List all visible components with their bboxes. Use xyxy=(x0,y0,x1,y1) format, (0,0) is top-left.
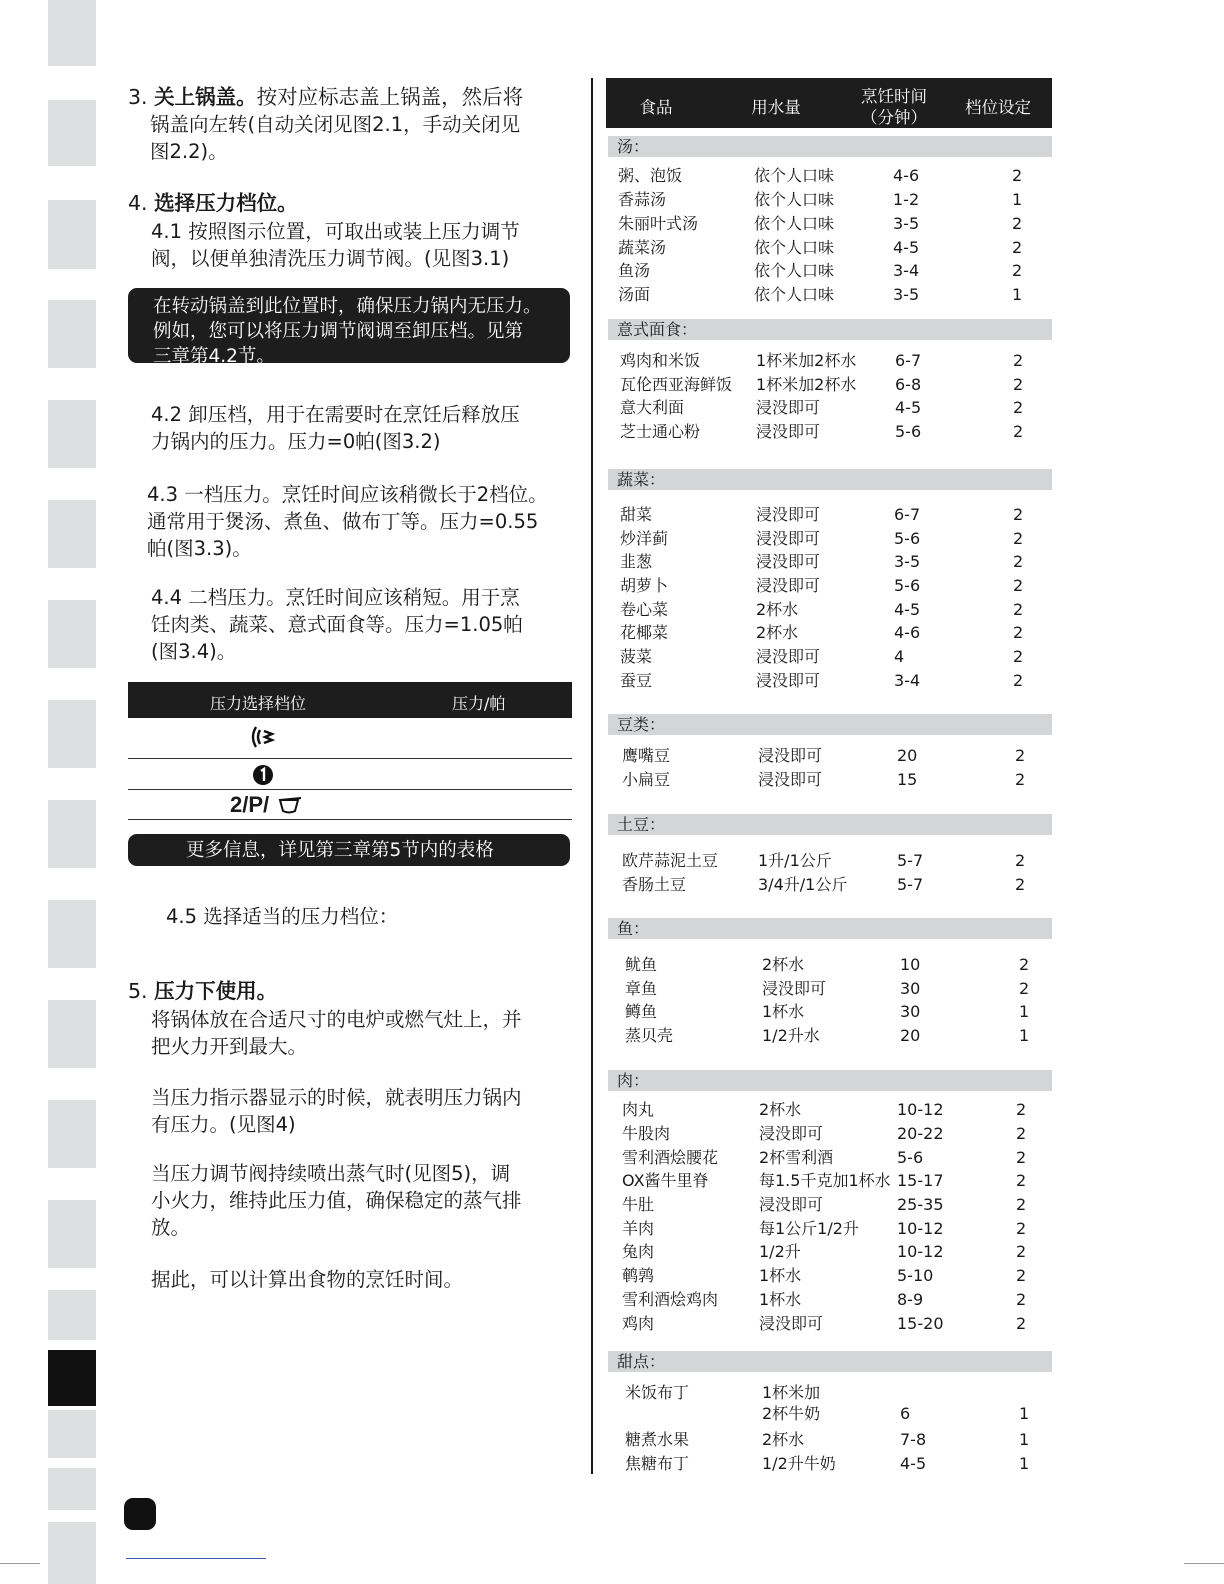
step-text: 锅盖向左转(自动关闭见图2.1，手动关闭见 xyxy=(150,113,521,136)
step-number: 4. xyxy=(128,191,148,215)
table-row xyxy=(0,1195,1224,1217)
cell-food: 欧芹蒜泥土豆 xyxy=(622,851,719,870)
cell-water: 2杯水 xyxy=(759,1100,802,1119)
cell-setting: 2 xyxy=(1013,351,1024,370)
cell-water: 浸没即可 xyxy=(759,1314,824,1333)
cell-time: 7-8 xyxy=(900,1430,927,1449)
cell-time: 15-17 xyxy=(897,1171,944,1190)
cooking-table-header xyxy=(606,78,1052,128)
cell-water: 依个人口味 xyxy=(754,285,835,304)
cell-food: 香肠土豆 xyxy=(622,875,687,894)
table-row xyxy=(0,979,1224,1001)
cell-food: OX酱牛里脊 xyxy=(622,1171,709,1190)
cell-time: 3-4 xyxy=(894,671,921,690)
cell-time: 4 xyxy=(894,647,905,666)
cell-setting: 2 xyxy=(1016,1290,1027,1309)
cell-food: 炒洋蓟 xyxy=(620,529,669,548)
cell-food: 菠菜 xyxy=(620,647,653,666)
table-row xyxy=(0,238,1224,260)
cell-food: 鸡肉 xyxy=(622,1314,655,1333)
cell-food: 小扁豆 xyxy=(622,770,671,789)
table-row xyxy=(0,1026,1224,1048)
cell-food: 鹰嘴豆 xyxy=(622,746,671,765)
cell-setting: 2 xyxy=(1019,955,1030,974)
side-tab xyxy=(48,100,96,166)
cell-time: 6-7 xyxy=(895,351,922,370)
cell-food: 芝士通心粉 xyxy=(620,422,701,441)
cell-time: 8-9 xyxy=(897,1290,924,1309)
cell-time: 10-12 xyxy=(897,1219,944,1238)
cell-time: 10 xyxy=(900,955,921,974)
table-row xyxy=(0,398,1224,420)
warning-line: 在转动锅盖到此位置时，确保压力锅内无压力。 xyxy=(153,296,542,317)
cell-water: 依个人口味 xyxy=(754,214,835,233)
section-potato: 土豆： xyxy=(608,814,1052,835)
cell-setting: 2 xyxy=(1013,422,1024,441)
step-title: 压力下使用 xyxy=(154,979,257,1003)
cell-time: 15-20 xyxy=(897,1314,944,1333)
cell-setting: 2 xyxy=(1013,398,1024,417)
cell-setting: 2 xyxy=(1012,261,1023,280)
table-row xyxy=(0,375,1224,397)
section-meat: 肉： xyxy=(608,1070,1052,1091)
cell-food: 羊肉 xyxy=(622,1219,655,1238)
cell-setting: 2 xyxy=(1015,875,1026,894)
table-row xyxy=(0,1383,1224,1405)
cell-water: 1/2升 xyxy=(759,1242,801,1261)
text-line: 4.3 一档压力。烹饪时间应该稍微长于2档位。 xyxy=(147,483,548,506)
cell-setting: 2 xyxy=(1019,979,1030,998)
text-line: 有压力。(见图4) xyxy=(151,1113,296,1136)
cell-water: 每1公斤1/2升 xyxy=(759,1219,859,1238)
cell-food: 焦糖布丁 xyxy=(625,1454,690,1473)
footer-rule xyxy=(126,1558,266,1559)
table-row xyxy=(0,214,1224,236)
cell-water: 1杯米加2杯水 xyxy=(756,375,857,394)
section-beans: 豆类： xyxy=(608,714,1052,735)
cell-water: 浸没即可 xyxy=(756,398,821,417)
text-line: 4.1 按照图示位置，可取出或装上压力调节 xyxy=(151,220,520,243)
cell-setting: 1 xyxy=(1019,1404,1030,1423)
cell-food: 米饭布丁 xyxy=(625,1383,690,1402)
section-dessert: 甜点： xyxy=(608,1351,1052,1372)
cell-water: 浸没即可 xyxy=(756,552,821,571)
col-setting: 档位设定 xyxy=(965,98,1031,117)
cell-water: 浸没即可 xyxy=(756,422,821,441)
col-pressure-value: 压力/帕 xyxy=(452,694,506,713)
level-two-label: 2/P/ xyxy=(230,792,270,817)
col-time: 烹饪时间 xyxy=(861,87,927,106)
table-row xyxy=(0,875,1224,897)
table-row xyxy=(0,261,1224,283)
step-title-sep: 。 xyxy=(256,979,278,1003)
cell-food: 雪利酒烩鸡肉 xyxy=(622,1290,719,1309)
cell-time: 4-5 xyxy=(895,398,922,417)
table-row xyxy=(0,671,1224,693)
cell-time: 20-22 xyxy=(897,1124,944,1143)
cell-time: 5-7 xyxy=(897,875,924,894)
step-title-sep: 。 xyxy=(236,85,257,109)
table-row xyxy=(0,1148,1224,1170)
table-row xyxy=(0,1314,1224,1336)
warning-line: 三章第4.2节。 xyxy=(153,346,275,367)
crop-mark xyxy=(1184,1563,1224,1564)
cell-time: 10-12 xyxy=(897,1242,944,1261)
cell-time: 6 xyxy=(900,1404,911,1423)
cell-setting: 2 xyxy=(1016,1266,1027,1285)
cell-setting: 2 xyxy=(1016,1100,1027,1119)
cell-setting: 1 xyxy=(1012,285,1023,304)
cell-water: 2杯水 xyxy=(762,1430,805,1449)
text-line: (图3.4)。 xyxy=(151,640,237,663)
cell-setting: 2 xyxy=(1015,770,1026,789)
table-row xyxy=(0,1454,1224,1476)
step-title: 选择压力档位 xyxy=(154,191,278,215)
text-line: 饪肉类、蔬菜、意式面食等。压力=1.05帕 xyxy=(151,613,523,636)
table-row xyxy=(0,285,1224,307)
cell-food: 朱丽叶式汤 xyxy=(618,214,699,233)
cell-time: 3-5 xyxy=(893,285,920,304)
cell-time: 1-2 xyxy=(893,190,920,209)
cell-food: 粥、泡饭 xyxy=(618,166,683,185)
cell-setting: 2 xyxy=(1013,375,1024,394)
cell-food: 甜菜 xyxy=(620,505,653,524)
cell-water: 1杯米加2杯水 xyxy=(756,351,857,370)
cell-food: 蚕豆 xyxy=(620,671,653,690)
cell-setting: 1 xyxy=(1019,1430,1030,1449)
table-row xyxy=(0,647,1224,669)
cell-time: 4-6 xyxy=(894,623,921,642)
cell-setting: 2 xyxy=(1013,600,1024,619)
text-line: 当压力指示器显示的时候，就表明压力锅内 xyxy=(151,1086,522,1109)
cell-time: 5-6 xyxy=(895,422,922,441)
text-line: 把火力开到最大。 xyxy=(151,1035,308,1058)
table-row xyxy=(0,770,1224,792)
table-row xyxy=(0,1242,1224,1264)
cell-food: 鸡肉和米饭 xyxy=(620,351,701,370)
cell-food: 章鱼 xyxy=(625,979,658,998)
cell-food: 胡萝卜 xyxy=(620,576,669,595)
cell-time: 30 xyxy=(900,1002,921,1021)
table-row xyxy=(0,529,1224,551)
cell-setting: 2 xyxy=(1016,1148,1027,1167)
text-line: 4.4 二档压力。烹饪时间应该稍短。用于烹 xyxy=(151,586,520,609)
section-pasta: 意式面食： xyxy=(608,319,1052,340)
cell-water: 1杯水 xyxy=(762,1002,805,1021)
table-row xyxy=(0,422,1224,444)
table-row xyxy=(0,955,1224,977)
text-line: 将锅体放在合适尺寸的电炉或燃气灶上，并 xyxy=(151,1008,522,1031)
step-number: 3. xyxy=(128,85,148,109)
cell-setting: 2 xyxy=(1015,851,1026,870)
text-line: 通常用于煲汤、煮鱼、做布丁等。压力=0.55 xyxy=(147,510,539,533)
table-row xyxy=(0,166,1224,188)
cell-water: 2杯水 xyxy=(756,623,799,642)
cell-food: 汤面 xyxy=(618,285,651,304)
cell-setting: 2 xyxy=(1012,166,1023,185)
cell-water: 2杯雪利酒 xyxy=(759,1148,834,1167)
table-row xyxy=(0,623,1224,645)
cell-time: 5-6 xyxy=(894,576,921,595)
cell-setting: 2 xyxy=(1013,552,1024,571)
paragraph-4-5: 4.5 选择适当的压力档位： xyxy=(166,905,399,928)
cell-time: 20 xyxy=(897,746,918,765)
step-text: 图2.2)。 xyxy=(150,140,228,163)
cell-food: 韭葱 xyxy=(620,552,653,571)
cell-time: 6-7 xyxy=(894,505,921,524)
cell-water: 浸没即可 xyxy=(756,576,821,595)
cell-water: 1杯米加 xyxy=(762,1383,821,1402)
text-line: 力锅内的压力。压力=0帕(图3.2) xyxy=(151,430,441,453)
side-tab xyxy=(48,0,96,66)
step-text: 按对应标志盖上锅盖，然后将 xyxy=(256,85,524,109)
cell-water: 浸没即可 xyxy=(756,647,821,666)
table-row xyxy=(0,746,1224,768)
section-veg: 蔬菜： xyxy=(608,469,1052,490)
cell-setting: 2 xyxy=(1013,671,1024,690)
cell-food: 香蒜汤 xyxy=(618,190,667,209)
cell-food: 卷心菜 xyxy=(620,600,669,619)
table-row xyxy=(0,1266,1224,1288)
cell-time: 3-4 xyxy=(893,261,920,280)
cell-time: 25-35 xyxy=(897,1195,944,1214)
cell-setting: 2 xyxy=(1013,623,1024,642)
cell-food: 鹌鹑 xyxy=(622,1266,655,1285)
cell-setting: 2 xyxy=(1013,505,1024,524)
cell-food: 兔肉 xyxy=(622,1242,655,1261)
cell-food: 鱼汤 xyxy=(618,261,651,280)
section-fish: 鱼： xyxy=(608,918,1052,939)
cell-food: 糖煮水果 xyxy=(625,1430,690,1449)
cell-food: 雪利酒烩腰花 xyxy=(622,1148,719,1167)
table-row xyxy=(0,1219,1224,1241)
cell-water: 浸没即可 xyxy=(756,505,821,524)
cell-water: 3/4升/1公斤 xyxy=(758,875,848,894)
cell-water: 1杯水 xyxy=(759,1266,802,1285)
cell-setting: 2 xyxy=(1016,1171,1027,1190)
cell-time: 5-10 xyxy=(897,1266,934,1285)
cell-water: 浸没即可 xyxy=(756,671,821,690)
text-line: 小火力，维持此压力值，确保稳定的蒸气排 xyxy=(151,1189,522,1212)
cell-setting: 1 xyxy=(1019,1002,1030,1021)
cell-time: 3-5 xyxy=(894,552,921,571)
table-row xyxy=(0,505,1224,527)
text-line: 4.2 卸压档，用于在需要时在烹饪后释放压 xyxy=(151,403,520,426)
col-pressure-setting: 压力选择档位 xyxy=(210,694,307,713)
table-row xyxy=(0,1430,1224,1452)
pot-icon xyxy=(278,795,302,815)
cell-time: 5-6 xyxy=(894,529,921,548)
cell-time: 3-5 xyxy=(893,214,920,233)
cell-time: 15 xyxy=(897,770,918,789)
cell-setting: 2 xyxy=(1016,1219,1027,1238)
table-row xyxy=(0,552,1224,574)
cell-setting: 2 xyxy=(1013,576,1024,595)
cell-water: 2杯牛奶 xyxy=(762,1404,821,1423)
table-row xyxy=(0,1290,1224,1312)
cell-time: 4-5 xyxy=(894,600,921,619)
cell-time: 20 xyxy=(900,1026,921,1045)
cell-water: 2杯水 xyxy=(756,600,799,619)
cell-water: 浸没即可 xyxy=(758,746,823,765)
cell-time: 4-6 xyxy=(893,166,920,185)
text-line: 当压力调节阀持续喷出蒸气时(见图5)，调 xyxy=(151,1162,511,1185)
table-row xyxy=(0,1124,1224,1146)
cell-water: 1/2升牛奶 xyxy=(762,1454,836,1473)
table-row xyxy=(0,1404,1224,1426)
cell-setting: 2 xyxy=(1016,1195,1027,1214)
cell-food: 鱿鱼 xyxy=(625,955,658,974)
more-info-box: 更多信息，详见第三章第5节内的表格 xyxy=(128,834,570,866)
col-time-unit: （分钟） xyxy=(861,108,927,127)
cell-setting: 2 xyxy=(1015,746,1026,765)
cell-water: 浸没即可 xyxy=(759,1195,824,1214)
cell-time: 5-7 xyxy=(897,851,924,870)
cell-food: 意大利面 xyxy=(620,398,685,417)
cell-water: 1升/1公斤 xyxy=(758,851,832,870)
cell-time: 10-12 xyxy=(897,1100,944,1119)
page-number-badge xyxy=(124,1498,156,1530)
cell-food: 牛股肉 xyxy=(622,1124,671,1143)
step-title: 关上锅盖 xyxy=(154,85,237,109)
cell-food: 花椰菜 xyxy=(620,623,669,642)
cell-water: 依个人口味 xyxy=(754,190,835,209)
text-line: 阀，以便单独清洗压力调节阀。(见图3.1) xyxy=(151,247,510,270)
cell-food: 鳟鱼 xyxy=(625,1002,658,1021)
cell-setting: 2 xyxy=(1012,214,1023,233)
cell-setting: 2 xyxy=(1013,529,1024,548)
cell-food: 肉丸 xyxy=(622,1100,655,1119)
text-line: 帕(图3.3)。 xyxy=(147,537,252,560)
col-food: 食品 xyxy=(639,98,673,117)
cell-water: 依个人口味 xyxy=(754,261,835,280)
cell-water: 浸没即可 xyxy=(762,979,827,998)
cell-water: 依个人口味 xyxy=(754,238,835,257)
crop-mark xyxy=(0,1563,40,1564)
table-row xyxy=(0,190,1224,212)
cell-water: 每1.5千克加1杯水 xyxy=(759,1171,891,1190)
table-row xyxy=(0,576,1224,598)
cell-time: 6-8 xyxy=(895,375,922,394)
cell-water: 2杯水 xyxy=(762,955,805,974)
cell-water: 1/2升水 xyxy=(762,1026,820,1045)
step-number: 5. xyxy=(128,979,148,1003)
cell-setting: 2 xyxy=(1013,647,1024,666)
pressure-row-level-2 xyxy=(128,790,572,820)
cell-food: 牛肚 xyxy=(622,1195,655,1214)
cell-water: 浸没即可 xyxy=(758,770,823,789)
cell-time: 30 xyxy=(900,979,921,998)
cell-setting: 1 xyxy=(1019,1454,1030,1473)
table-row xyxy=(0,600,1224,622)
text-line: 放。 xyxy=(151,1216,191,1239)
cell-setting: 1 xyxy=(1019,1026,1030,1045)
cell-setting: 2 xyxy=(1016,1242,1027,1261)
section-soup: 汤： xyxy=(608,136,1052,157)
cell-setting: 2 xyxy=(1016,1124,1027,1143)
step-title-sep: 。 xyxy=(277,191,298,215)
step-5-paragraph-4: 据此，可以计算出食物的烹饪时间。 xyxy=(151,1268,464,1291)
table-row xyxy=(0,351,1224,373)
warning-line: 例如，您可以将压力调节阀调至卸压档。见第 xyxy=(153,321,524,342)
cell-food: 蔬菜汤 xyxy=(618,238,667,257)
table-row xyxy=(0,1171,1224,1193)
cell-food: 瓦伦西亚海鲜饭 xyxy=(620,375,733,394)
cell-setting: 2 xyxy=(1012,238,1023,257)
cell-food: 蒸贝壳 xyxy=(625,1026,674,1045)
cell-time: 4-5 xyxy=(900,1454,927,1473)
cell-time: 4-5 xyxy=(893,238,920,257)
cell-water: 依个人口味 xyxy=(754,166,835,185)
side-tab xyxy=(48,1522,96,1584)
cell-setting: 2 xyxy=(1016,1314,1027,1333)
table-row xyxy=(0,1002,1224,1024)
cell-time: 5-6 xyxy=(897,1148,924,1167)
cell-water: 浸没即可 xyxy=(756,529,821,548)
table-row xyxy=(0,1100,1224,1122)
table-row xyxy=(0,851,1224,873)
step-3 xyxy=(128,84,523,165)
cell-water: 1杯水 xyxy=(759,1290,802,1309)
col-water: 用水量 xyxy=(751,98,801,117)
cell-water: 浸没即可 xyxy=(759,1124,824,1143)
cell-setting: 1 xyxy=(1012,190,1023,209)
